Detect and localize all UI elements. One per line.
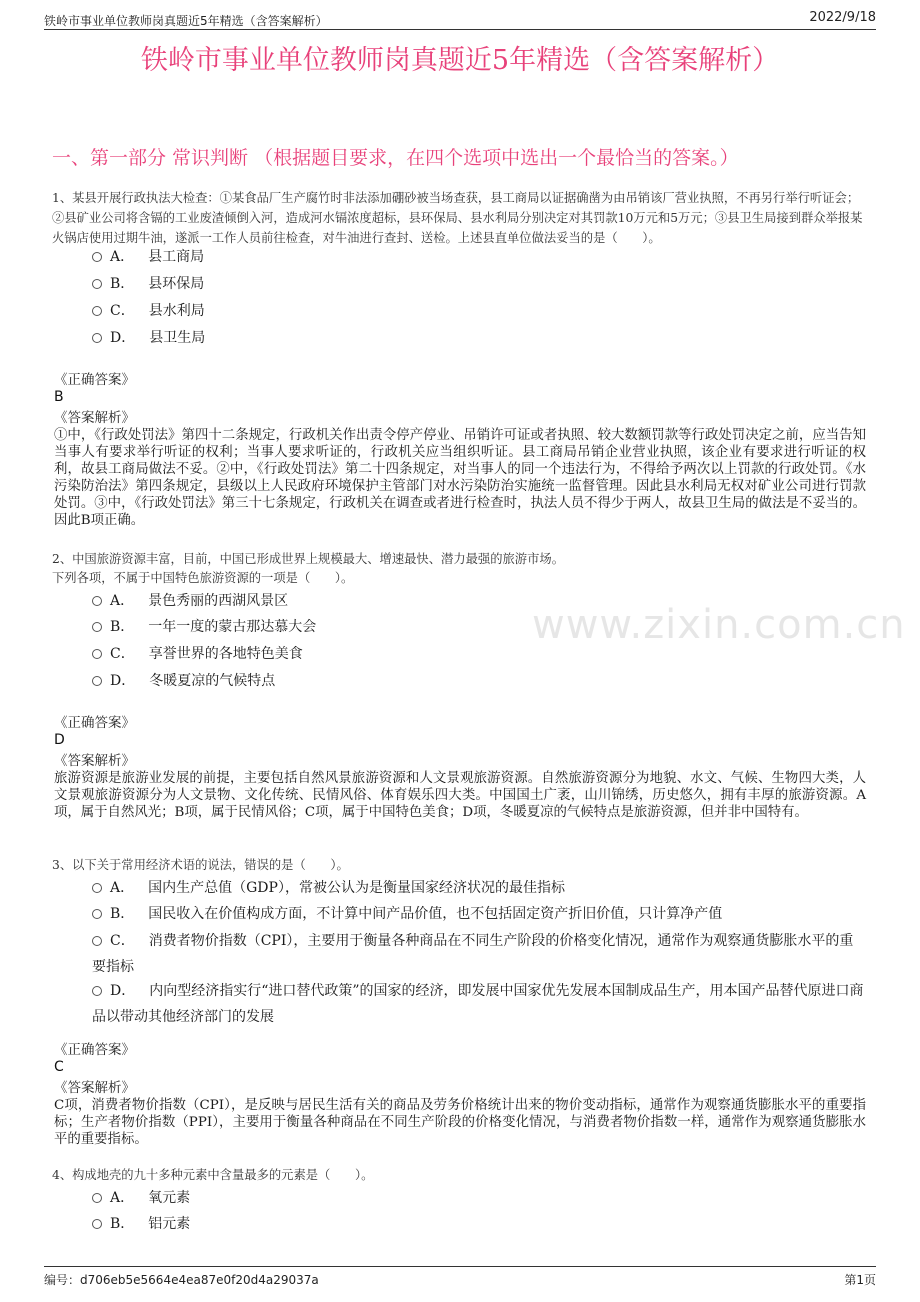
question-2-answer: D	[54, 732, 65, 748]
question-2-correct-label: 《正确答案》	[54, 715, 135, 731]
radio-icon[interactable]	[92, 306, 102, 316]
radio-icon[interactable]	[92, 333, 102, 343]
question-1-option-b[interactable]: B． 县环保局	[92, 271, 867, 297]
question-3-analysis-label: 《答案解析》	[54, 1080, 135, 1096]
question-1-option-c[interactable]: C． 县水利局	[92, 298, 867, 324]
radio-icon[interactable]	[92, 986, 102, 996]
radio-icon[interactable]	[92, 909, 102, 919]
header-date: 2022/9/18	[809, 10, 876, 25]
question-3-option-a[interactable]: A． 国内生产总值（GDP），常被公认为是衡量国家经济状况的最佳指标	[92, 875, 867, 901]
question-4-stem: 4、构成地壳的九十多种元素中含量最多的元素是（ ）。	[52, 1168, 374, 1182]
radio-icon[interactable]	[92, 676, 102, 686]
question-2-option-c[interactable]: C． 享誉世界的各地特色美食	[92, 641, 867, 667]
radio-icon[interactable]	[92, 1193, 102, 1203]
question-3-correct-label: 《正确答案》	[54, 1042, 135, 1058]
radio-icon[interactable]	[92, 622, 102, 632]
question-1-analysis-label: 《答案解析》	[54, 410, 135, 426]
question-1-analysis: ①中，《行政处罚法》第四十二条规定，行政机关作出责令停产停业、吊销许可证或者执照、较大数额罚款等行政处罚决定之前，应当告知当事人有要求举行听证的权利；当事人要求听证的，行政机关应当组织听证。县工商局吊销企业营业执照，该企业有要求进行听证的权利，故县工商局做法不妥。②中，《行政处罚法》第二十四条规定，对当事人的同一个违法行为，不得给予两次以上罚款的行政处罚。《水污染防治法》第四条规定，县级以上人民政府环境保护主管部门对水污染防治实施统一监督管理。因此县水利局无权对矿业公司进行罚款处罚。③中，《行政处罚法》第三十七条规定，行政机关在调查或者进行检查时，执法人员不得少于两人，故县卫生局的做法是不妥当的。因此B项正确。	[54, 428, 866, 528]
radio-icon[interactable]	[92, 596, 102, 606]
document-title: 铁岭市事业单位教师岗真题近5年精选（含答案解析）	[140, 45, 780, 76]
question-3-option-c[interactable]: C． 消费者物价指数（CPI），主要用于衡量各种商品在不同生产阶段的价格变化情况，通常作为观察通货膨胀水平的重要指标	[92, 933, 854, 975]
question-4-option-b[interactable]: B． 铝元素	[92, 1211, 867, 1237]
page-header	[44, 10, 876, 30]
question-4-option-a[interactable]: A． 氧元素	[92, 1185, 867, 1211]
question-1-correct-label: 《正确答案》	[54, 372, 135, 388]
radio-icon[interactable]	[92, 649, 102, 659]
question-3-answer: C	[54, 1059, 64, 1075]
question-2-option-b[interactable]: B． 一年一度的蒙古那达慕大会	[92, 614, 867, 640]
question-1-answer: B	[54, 389, 64, 405]
question-3-stem: 3、以下关于常用经济术语的说法，错误的是（ ）。	[52, 858, 349, 872]
radio-icon[interactable]	[92, 1219, 102, 1229]
question-3-analysis: C项，消费者物价指数（CPI），是反映与居民生活有关的商品及劳务价格统计出来的物价变动指标，通常作为观察通货膨胀水平的重要指标；生产者物价指数（PPI），主要用于衡量各种商品在不同生产阶段的价格变化情况，与消费者物价指数一样，通常作为观察通货膨胀水平的重要指标。	[54, 1098, 866, 1147]
question-2-option-d[interactable]: D． 冬暖夏凉的气候特点	[92, 668, 867, 694]
section-heading: 一、第一部分 常识判断 （根据题目要求，在四个选项中选出一个最恰当的答案。）	[52, 147, 739, 169]
radio-icon[interactable]	[92, 252, 102, 262]
footer-divider	[44, 1266, 876, 1267]
question-2-stem-line2: 下列各项，不属于中国特色旅游资源的一项是（ ）。	[52, 571, 354, 585]
radio-icon[interactable]	[92, 936, 102, 946]
question-2-analysis: 旅游资源是旅游业发展的前提，主要包括自然风景旅游资源和人文景观旅游资源。自然旅游资源分为地貌、水文、气候、生物四大类，人文景观旅游资源分为人文景物、文化传统、民情风俗、体育娱乐四大类。中国国土广袤，山川锦绣，历史悠久，拥有丰厚的旅游资源。A项，属于自然风光；B项，属于民情风俗；C项，属于中国特色美食；D项，冬暖夏凉的气候特点是旅游资源，但并非中国特有。	[54, 771, 866, 820]
question-2-analysis-label: 《答案解析》	[54, 753, 135, 769]
page-footer	[44, 1271, 876, 1288]
question-3-option-d[interactable]: D． 内向型经济指实行“进口替代政策”的国家的经济，即发展中国家优先发展本国制成品生产，用本国产品替代原进口商品以带动其他经济部门的发展	[92, 983, 864, 1025]
question-1-option-a[interactable]: A． 县工商局	[92, 244, 867, 270]
radio-icon[interactable]	[92, 883, 102, 893]
question-2-stem: 2、中国旅游资源丰富，目前，中国已形成世界上规模最大、增速最快、潜力最强的旅游市场。	[52, 552, 564, 566]
radio-icon[interactable]	[92, 279, 102, 289]
page-number: 第1页	[844, 1273, 876, 1287]
question-2-option-a[interactable]: A． 景色秀丽的西湖风景区	[92, 588, 867, 614]
header-doc-title: 铁岭市事业单位教师岗真题近5年精选（含答案解析）	[44, 14, 328, 28]
header-divider	[44, 29, 876, 30]
document-code: 编号：d706eb5e5664e4ea87e0f20d4a29037a	[44, 1273, 319, 1287]
question-3-option-b[interactable]: B． 国民收入在价值构成方面，不计算中间产品价值，也不包括固定资产折旧价值，只计算净产值	[92, 901, 867, 927]
question-1-option-d[interactable]: D． 县卫生局	[92, 325, 867, 351]
watermark: www.zixin.com.cn	[532, 602, 906, 648]
question-1-stem: 1、某县开展行政执法大检查：①某食品厂生产腐竹时非法添加硼砂被当场查获，县工商局以证据确凿为由吊销该厂营业执照，不再另行举行听证会；②县矿业公司将含镉的工业废渣倾倒入河，造成河水镉浓度超标，县环保局、县水利局分别决定对其罚款10万元和5万元；③县卫生局接到群众举报某火锅店使用过期牛油，遂派一工作人员前往检查，对牛油进行查封、送检。上述县直单位做法妥当的是（ ）。	[52, 191, 863, 245]
